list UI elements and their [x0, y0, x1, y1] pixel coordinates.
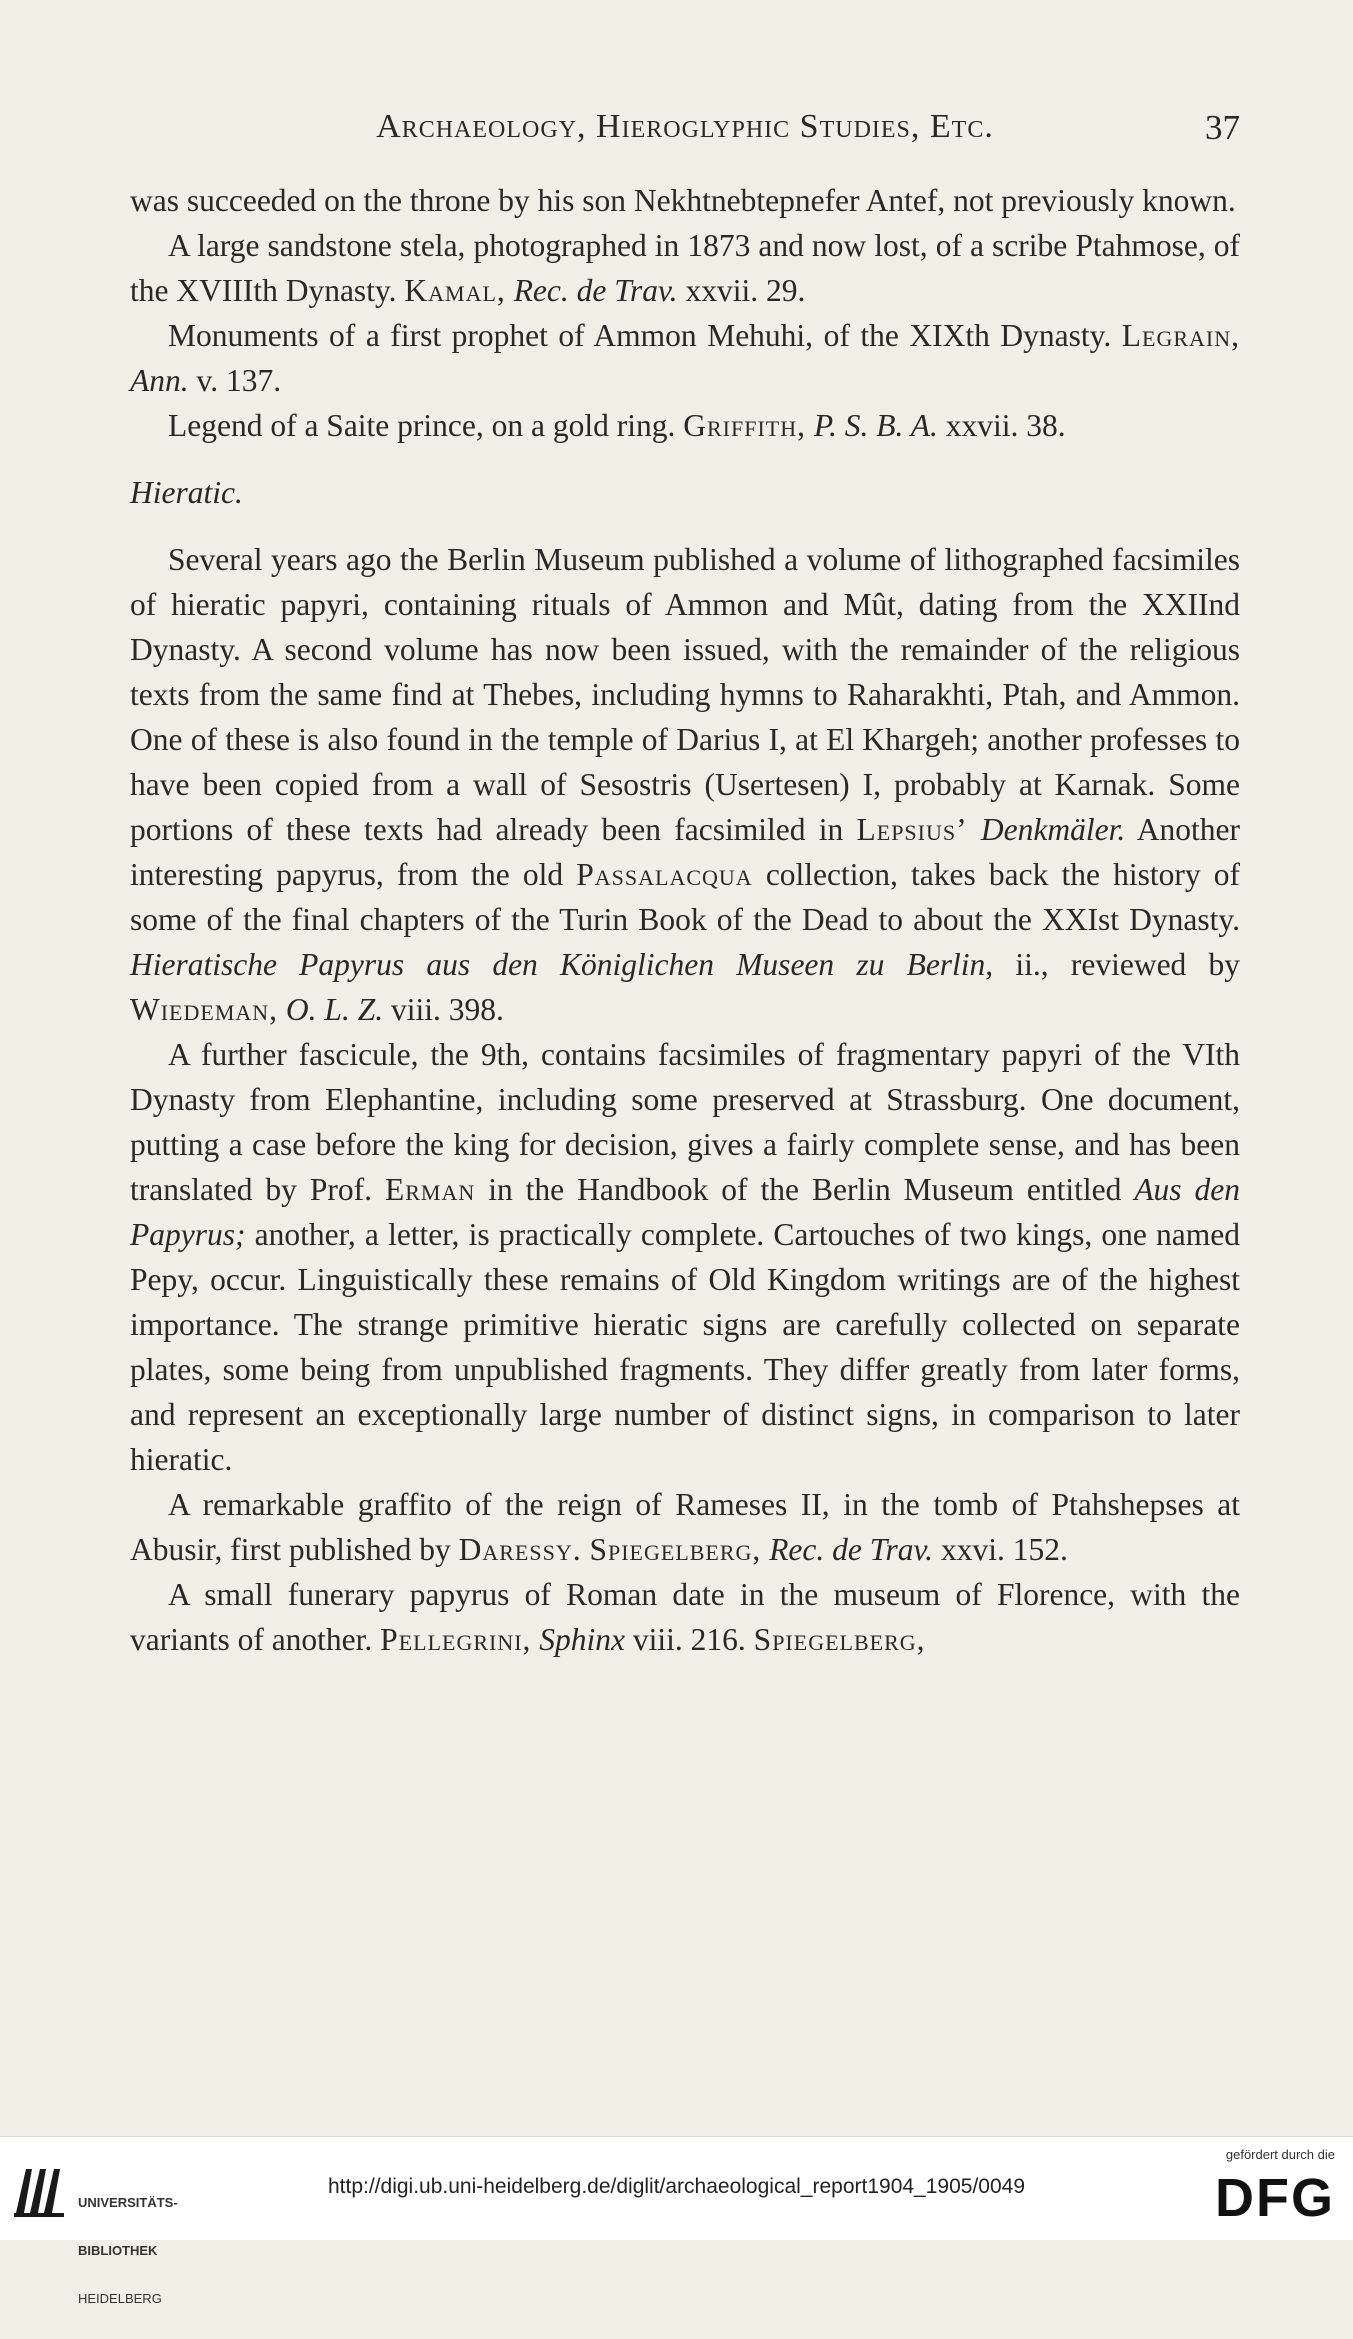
name-passalacqua: Passalacqua	[576, 857, 753, 892]
journal-olz: O. L. Z.	[285, 992, 384, 1027]
p4-reference: xxvii. 38.	[945, 408, 1066, 443]
author-erman: Erman	[384, 1172, 476, 1207]
paragraph-3	[130, 313, 1240, 403]
p1-text: was succeeded on the throne by his son Nekhtnebtepnefer Antef, not previously known.	[130, 183, 1236, 218]
author-kamal: Kamal,	[404, 273, 506, 308]
p5-reference: viii. 398.	[390, 992, 504, 1027]
author-spiegelberg-2: Spiegelberg,	[753, 1622, 926, 1657]
p8-text-a: A small funerary papyrus of Roman date in the museum of Florence, with the variants of another.	[130, 1577, 1240, 1657]
p6-text-a: A further fascicule, the 9th, contains facsimiles of fragmentary papyri of the VIth Dynasty from Elephantine, including some preserved at Strassburg. One document, putting a case before the king for decision, gives a fairly complete sense, and has been translated by Prof.	[130, 1037, 1240, 1207]
title-aus-den-papyrus: Aus den Papyrus;	[130, 1172, 1241, 1252]
library-name-line-2: BIBLIOTHEK	[78, 2243, 158, 2258]
p3-text: Monuments of a first prophet of Ammon Mehuhi, of the XIXth Dynasty.	[168, 318, 1112, 353]
paragraph-2	[130, 223, 1240, 313]
funding-note: gefördert durch die	[1225, 2147, 1335, 2162]
p2-text: A large sandstone stela, photographed in 1873 and now lost, of a scribe Ptahmose, of the XVIIIth Dynasty.	[130, 228, 1240, 308]
author-wiedeman: Wiedeman,	[130, 992, 279, 1027]
p6-text-c: another, a letter, is practically complete. Cartouches of two kings, one named Pepy, occur. Linguistically these remains of Old Kingdom writings are of the highest importance. The strange primitive hieratic signs are carefully collected on separate plates, some being from unpublished fragments. They differ greatly from later forms, and represent an exceptionally large number of distinct signs, in comparison to later hieratic.	[130, 1217, 1241, 1477]
running-head	[130, 108, 1240, 152]
journal-rec-de-trav: Rec. de Trav.	[513, 273, 678, 308]
paragraph-7	[130, 1482, 1240, 1572]
journal-rec-de-trav-2: Rec. de Trav.	[769, 1532, 934, 1567]
p3-reference: v. 137.	[196, 363, 282, 398]
p5-text-c: collection, takes back the history of some of the final chapters of the Turin Book of the Dead to about the XXIst Dynasty.	[130, 857, 1240, 937]
author-legrain: Legrain,	[1121, 318, 1241, 353]
p5-text-d: ii., reviewed by	[1015, 947, 1241, 982]
p2-reference: xxvii. 29.	[685, 273, 806, 308]
section-heading-hieratic: Hieratic.	[130, 475, 243, 510]
journal-ann: Ann.	[130, 363, 189, 398]
p6-text-b: in the Handbook of the Berlin Museum entitled	[488, 1172, 1122, 1207]
library-name-line-3: HEIDELBERG	[78, 2291, 162, 2306]
title-denkmaler: Denkmäler.	[980, 812, 1126, 847]
running-title: Archaeology, Hieroglyphic Studies, Etc.	[376, 108, 994, 145]
body-text	[130, 178, 1240, 1662]
paragraph-1	[130, 178, 1240, 223]
author-lepsius: Lepsius’	[856, 812, 968, 847]
p7-reference: xxvi. 152.	[940, 1532, 1068, 1567]
journal-psba: P. S. B. A.	[813, 408, 938, 443]
p8-reference: viii. 216.	[632, 1622, 746, 1657]
paragraph-6	[130, 1032, 1240, 1482]
author-pellegrini: Pellegrini,	[380, 1622, 532, 1657]
paragraph-4	[130, 403, 1240, 448]
paragraph-8	[130, 1572, 1240, 1662]
p7-text-a: A remarkable graffito of the reign of Rameses II, in the tomb of Ptahshepses at Abusir, first published by	[130, 1487, 1240, 1567]
author-daressy: Daressy.	[458, 1532, 582, 1567]
digitization-footer	[0, 2136, 1353, 2306]
page-number: 37	[1205, 108, 1240, 147]
permalink-url[interactable]: http://digi.ub.uni-heidelberg.de/diglit/archaeological_report1904_1905/0049	[327, 2175, 1026, 2198]
title-hieratische-papyrus: Hieratische Papyrus aus den Königlichen Museen zu Berlin,	[130, 947, 994, 982]
p5-text-a: Several years ago the Berlin Museum published a volume of lithographed facsimiles of hieratic papyri, containing rituals of Ammon and Mût, dating from the XXIInd Dynasty. A second volume has now been issued, with the remainder of the religious texts from the same find at Thebes, including hymns to Raharakhti, Ptah, and Ammon. One of these is also found in the temple of Darius I, at El Khargeh; another professes to have been copied from a wall of Sesostris (Usertesen) I, probably at Karnak. Some portions of these texts had already been facsimiled in	[130, 542, 1240, 847]
author-spiegelberg: Spiegelberg,	[589, 1532, 762, 1567]
journal-sphinx: Sphinx	[539, 1622, 626, 1657]
p4-text: Legend of a Saite prince, on a gold ring.	[168, 408, 676, 443]
paragraph-5	[130, 537, 1240, 1032]
dfg-logo: DFG	[1215, 2168, 1335, 2228]
p5-text-b: Another interesting papyrus, from the old	[130, 812, 1241, 892]
author-griffith: Griffith,	[683, 408, 806, 443]
library-name-line-1: UNIVERSITÄTS-	[78, 2195, 178, 2210]
